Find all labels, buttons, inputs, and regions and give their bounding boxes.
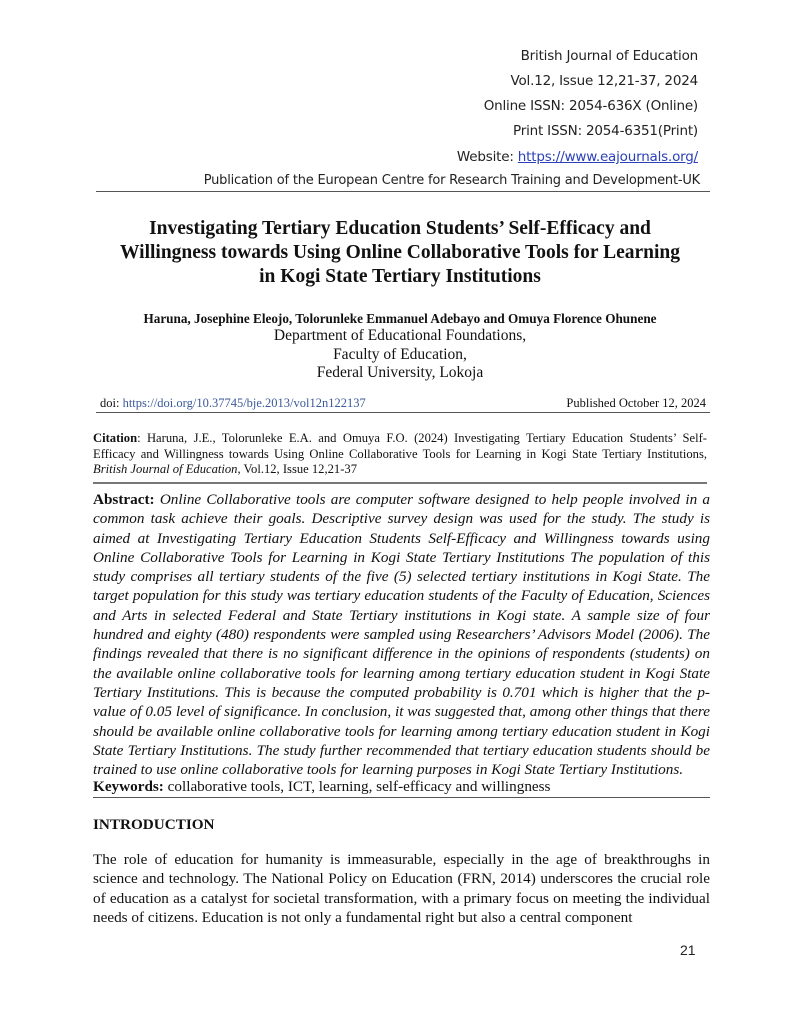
citation-text: : Haruna, J.E., Tolorunleke E.A. and Omuya F.O. (2024) Investigating Tertiary Education Students’ Self-Efficacy and Willingness towards Using Online Collaborative Tools for Learning in Kogi State Tertiary Institutions, xyxy=(93,431,707,461)
keywords-label: Keywords: xyxy=(93,778,164,795)
affiliation-line: Department of Educational Foundations, xyxy=(273,327,527,344)
website-link[interactable]: https://www.eajournals.org/ xyxy=(517,149,698,165)
introduction-paragraph: The role of education for humanity is immeasurable, especially in the age of breakthroughs in science and technology. The National Policy on Education (FRN, 2014) underscores the crucial role of education as a catalyst for societal transformation, with a primary focus on meeting the individual needs of citizens. Education is not only a fundamental right but also a central component xyxy=(93,851,710,926)
publisher-rule xyxy=(96,172,710,192)
introduction-heading: INTRODUCTION xyxy=(93,816,215,833)
doi-link[interactable]: https://doi.org/10.37745/bje.2013/vol12n122137 xyxy=(122,396,366,410)
website-label: Website: xyxy=(456,149,518,165)
doi-row xyxy=(96,396,710,413)
title-line: in Kogi State Tertiary Institutions xyxy=(259,266,541,287)
affiliation xyxy=(90,327,710,383)
published-date: Published October 12, 2024 xyxy=(566,396,706,410)
affiliation-line: Federal University, Lokoja xyxy=(316,364,484,381)
doi-label: doi: xyxy=(100,396,123,410)
title-line: Investigating Tertiary Education Students’ Self-Efficacy and xyxy=(149,218,651,239)
affiliation-line: Faculty of Education, xyxy=(333,345,467,363)
keywords xyxy=(93,778,710,798)
abstract-text: Online Collaborative tools are computer software designed to help people involved in a common task achieve their goals. Descriptive survey design was used for the study. The study is aimed at Investigating Tertiary Education Students Self-Efficacy and Willingness towards using Online Collaborative Tools for Learning in Kogi State Tertiary Institutions The population of this study comprises all tertiary students of the five (5) selected tertiary institutions in Kogi State. The target population for this study was tertiary education students of the Faculty of Education, Sciences and Arts in selected Federal and State Tertiary institutions in Kogi state. A sample size of four hundred and eighty (480) respondents were sampled using Researchers’ Advisors Model (2006). The findings revealed that there is no significant difference in the opinions of respondents (students) on the available online collaborative tools for learning among tertiary education student in Kogi State Tertiary Institutions. This is because the computed probability is 0.701 which is higher that the p-value of 0.05 level of significance. In conclusion, it was suggested that, among other things that there should be available online collaborative tools for learning among tertiary education student in Kogi State Tertiary Institutions. The study further recommended that tertiary education students should be trained to use online collaborative tools for learning purposes in Kogi State Tertiary Institutions. xyxy=(93,491,710,779)
citation xyxy=(93,431,707,484)
journal-name: British Journal of Education xyxy=(520,48,698,64)
title-line: Willingness towards Using Online Collaborative Tools for Learning xyxy=(120,242,680,263)
citation-label: Citation xyxy=(93,431,138,445)
website-line xyxy=(457,149,698,165)
doi xyxy=(100,396,366,411)
citation-journal: British Journal of Education xyxy=(93,462,238,476)
abstract-label: Abstract: xyxy=(93,491,155,508)
print-issn: Print ISSN: 2054-6351(Print) xyxy=(513,123,698,139)
volume-issue: Vol.12, Issue 12,21-37, 2024 xyxy=(510,73,698,89)
publisher-text: Publication of the European Centre for Research Training and Development-UK xyxy=(203,173,700,188)
abstract xyxy=(93,490,710,779)
authors: Haruna, Josephine Eleojo, Tolorunleke Emmanuel Adebayo and Omuya Florence Ohunene xyxy=(143,311,657,326)
page-number: 21 xyxy=(680,942,696,958)
paper-title xyxy=(90,217,710,289)
online-issn: Online ISSN: 2054-636X (Online) xyxy=(483,98,698,114)
keywords-text: collaborative tools, ICT, learning, self-efficacy and willingness xyxy=(163,778,551,795)
citation-tail: , Vol.12, Issue 12,21-37 xyxy=(237,462,358,476)
